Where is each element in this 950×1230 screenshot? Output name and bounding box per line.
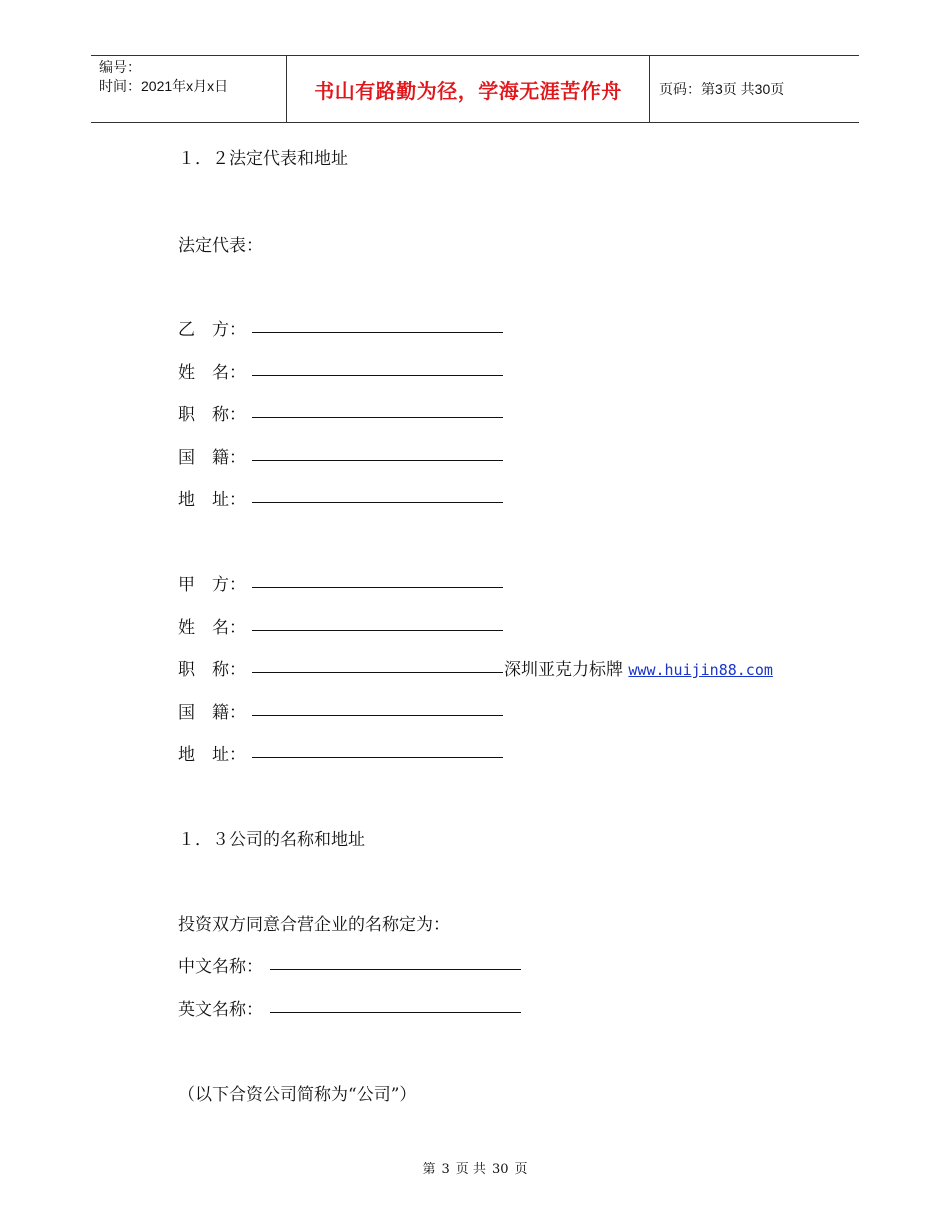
section-heading-1-3: １．３公司的名称和地址 [178,830,365,850]
chinese-name-label: 中文名称： [178,957,263,977]
party-b-title-field[interactable] [252,417,503,418]
party-b-name-field[interactable] [252,375,503,376]
footer-page-total: 30 [491,1162,509,1177]
section-heading-1-2: １．２法定代表和地址 [178,149,348,169]
party-a-address-field[interactable] [252,757,503,758]
party-a-field[interactable] [252,587,503,588]
footer-page-number: 3 [441,1162,450,1177]
number-label: 编号： [99,59,141,75]
party-a-name-label: 姓 名： [178,618,246,638]
party-a-address-label: 地 址： [178,745,246,765]
party-b-address-field[interactable] [252,502,503,503]
page-header [91,55,859,123]
page-footer [0,1158,950,1177]
chinese-name-field[interactable] [270,969,521,970]
legal-rep-label: 法定代表： [178,236,263,256]
company-abbreviation-note: （以下合资公司简称为“公司”） [178,1085,417,1105]
party-b-label: 乙 方： [178,320,246,340]
footer-mid: 页 共 [455,1162,486,1177]
advert-link[interactable]: www.huijin88.com [628,661,773,679]
english-name-field[interactable] [270,1012,521,1013]
time-label: 时间：2021年x月x日 [99,78,229,94]
header-motto: 书山有路勤为径，学海无涯苦作舟 [314,80,622,103]
header-meta [99,58,285,96]
party-b-address-label: 地 址： [178,490,246,510]
advert-text: 深圳亚克力标牌 [504,660,623,680]
party-b-name-label: 姓 名： [178,363,246,383]
english-name-label: 英文名称： [178,1000,263,1020]
party-a-label: 甲 方： [178,575,246,595]
party-a-nationality-label: 国 籍： [178,703,246,723]
party-a-name-field[interactable] [252,630,503,631]
joint-venture-name-intro: 投资双方同意合营企业的名称定为： [178,915,450,935]
footer-suffix: 页 [514,1162,528,1177]
party-b-nationality-label: 国 籍： [178,448,246,468]
header-divider [649,56,650,122]
party-a-nationality-field[interactable] [252,715,503,716]
party-b-field[interactable] [252,332,503,333]
party-a-title-field[interactable] [252,672,503,673]
footer-prefix: 第 [422,1162,436,1177]
party-b-title-label: 职 称： [178,405,246,425]
party-a-title-label: 职 称： [178,660,246,680]
party-a-title-note [504,655,773,680]
party-b-nationality-field[interactable] [252,460,503,461]
header-page-info: 页码：第3页 共30页 [659,81,785,97]
